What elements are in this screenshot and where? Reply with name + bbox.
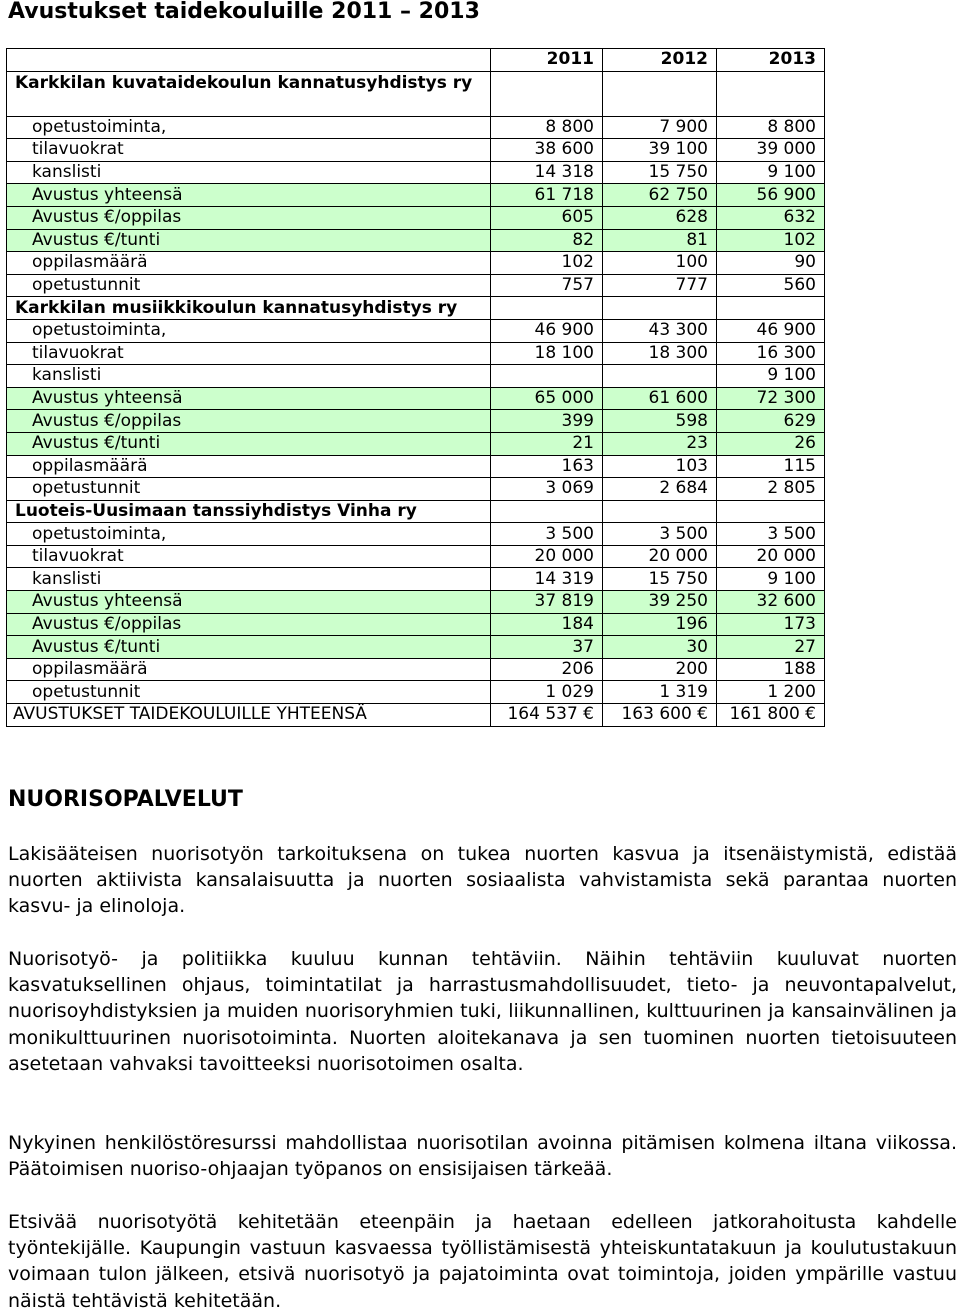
row-label: Avustus €/tunti [7,432,491,455]
value-2012: 628 [603,206,717,229]
value-2011: 1 029 [491,681,603,704]
value-2013: 9 100 [717,161,825,184]
org-name: Karkkilan musiikkikoulun kannatusyhdistys ry [7,297,491,320]
row-label: opetustunnit [7,274,491,297]
value-2011: 8 800 [491,116,603,139]
value-2011: 3 069 [491,478,603,501]
value-2011: 102 [491,252,603,275]
value-2012: 598 [603,410,717,433]
table-row [7,636,825,659]
row-label: opetustunnit [7,681,491,704]
value-2011: 65 000 [491,387,603,410]
section-heading: NUORISOPALVELUT [8,787,243,812]
value-2013: 173 [717,613,825,636]
value-2013: 629 [717,410,825,433]
org-name: Luoteis-Uusimaan tanssiyhdistys Vinha ry [7,500,491,523]
table-row [7,455,825,478]
value-2012: 103 [603,455,717,478]
value-2012: 81 [603,229,717,252]
value-2012: 39 100 [603,139,717,162]
value-2012: 23 [603,432,717,455]
row-label: Avustus yhteensä [7,387,491,410]
org-header-empty-cell [603,297,717,320]
table-row [7,545,825,568]
value-2011: 46 900 [491,319,603,342]
row-label: opetustoiminta, [7,523,491,546]
table-row [7,387,825,410]
table-row [7,523,825,546]
value-2013: 90 [717,252,825,275]
value-2011: 61 718 [491,184,603,207]
value-2011: 37 819 [491,591,603,614]
grand-total-2011: 164 537 € [491,704,603,727]
grand-total-2012: 163 600 € [603,704,717,727]
value-2011: 163 [491,455,603,478]
value-2012: 20 000 [603,545,717,568]
value-2013: 102 [717,229,825,252]
value-2013: 46 900 [717,319,825,342]
value-2011: 21 [491,432,603,455]
table-row [7,613,825,636]
value-2013: 2 805 [717,478,825,501]
row-label: opetustoiminta, [7,116,491,139]
grand-total-row [7,704,825,727]
value-2011: 3 500 [491,523,603,546]
table-row [7,184,825,207]
year-header-2012: 2012 [603,49,717,72]
value-2011: 14 319 [491,568,603,591]
value-2013: 8 800 [717,116,825,139]
value-2012: 3 500 [603,523,717,546]
value-2011 [491,365,603,388]
row-label: opetustunnit [7,478,491,501]
table-row [7,319,825,342]
value-2011: 184 [491,613,603,636]
value-2013: 1 200 [717,681,825,704]
row-label: Avustus yhteensä [7,591,491,614]
header-empty-cell [7,49,491,72]
value-2012: 15 750 [603,161,717,184]
value-2012: 1 319 [603,681,717,704]
table-row [7,229,825,252]
value-2013: 9 100 [717,365,825,388]
value-2012: 30 [603,636,717,659]
org-header-row [7,71,825,116]
value-2013: 560 [717,274,825,297]
table-row [7,252,825,275]
row-label: oppilasmäärä [7,658,491,681]
row-label: kanslisti [7,365,491,388]
value-2013: 20 000 [717,545,825,568]
value-2013: 188 [717,658,825,681]
row-label: Avustus €/tunti [7,636,491,659]
value-2011: 206 [491,658,603,681]
value-2013: 115 [717,455,825,478]
value-2011: 757 [491,274,603,297]
value-2012: 43 300 [603,319,717,342]
row-label: tilavuokrat [7,342,491,365]
table-row [7,116,825,139]
row-label: Avustus €/oppilas [7,613,491,636]
paragraph-staff: Nykyinen henkilöstöresurssi mahdollistaa nuorisotilan avoinna pitämisen kolmena iltana viikossa. Päätoimisen nuoriso-ohjaajan työpanos on ensisijaisen tärkeää. [8,1132,957,1181]
org-name: Karkkilan kuvataidekoulun kannatusyhdistys ry [7,71,491,116]
org-header-row [7,297,825,320]
value-2012: 196 [603,613,717,636]
table-row [7,658,825,681]
value-2013: 32 600 [717,591,825,614]
table-row [7,681,825,704]
row-label: oppilasmäärä [7,455,491,478]
org-header-empty-cell [491,500,603,523]
row-label: Avustus €/tunti [7,229,491,252]
value-2013: 9 100 [717,568,825,591]
value-2013: 16 300 [717,342,825,365]
value-2013: 72 300 [717,387,825,410]
value-2012: 62 750 [603,184,717,207]
grants-table-body [7,49,825,727]
table-row [7,478,825,501]
value-2011: 18 100 [491,342,603,365]
org-header-empty-cell [717,297,825,320]
table-row [7,206,825,229]
value-2011: 20 000 [491,545,603,568]
year-header-row [7,49,825,72]
value-2013: 26 [717,432,825,455]
year-header-2011: 2011 [491,49,603,72]
paragraph-purpose: Lakisääteisen nuorisotyön tarkoituksena on tukea nuorten kasvua ja itsenäistymistä, edistää nuorten aktiivista kansalaisuutta ja nuorten sosiaalista vahvistamista sekä parantaa nuorten kasvu- ja elinoloja. [8,843,957,918]
org-header-empty-cell [603,71,717,116]
row-label: kanslisti [7,568,491,591]
grants-table [6,48,825,727]
value-2013: 39 000 [717,139,825,162]
value-2011: 14 318 [491,161,603,184]
value-2012: 2 684 [603,478,717,501]
row-label: oppilasmäärä [7,252,491,275]
org-header-empty-cell [491,297,603,320]
value-2012 [603,365,717,388]
year-header-2013: 2013 [717,49,825,72]
table-row [7,568,825,591]
grand-total-label: AVUSTUKSET TAIDEKOULUILLE YHTEENSÄ [7,704,491,727]
org-header-empty-cell [717,500,825,523]
table-row [7,342,825,365]
value-2012: 18 300 [603,342,717,365]
value-2011: 37 [491,636,603,659]
paragraph-duties: Nuorisotyö- ja politiikka kuuluu kunnan tehtäviin. Näihin tehtäviin kuuluvat nuorten kasvatuksellinen ohjaus, toimintatilat ja harrastusmahdollisuudet, tieto- ja neuvontapalvelut, nuorisoyhdistyksien ja muiden nuorisoryhmien tuki, liikunnallinen, kulttuurinen ja kansainvälinen ja monikulttuurinen nuorisotoiminta. Nuorten aloitekanava ja sen tuominen nuorten tietoisuuteen asetetaan vahvaksi tavoitteeksi nuorisotoimen osalta. [8,948,957,1075]
value-2011: 82 [491,229,603,252]
table-row [7,139,825,162]
row-label: tilavuokrat [7,139,491,162]
value-2012: 39 250 [603,591,717,614]
grand-total-2013: 161 800 € [717,704,825,727]
row-label: Avustus yhteensä [7,184,491,207]
value-2012: 61 600 [603,387,717,410]
org-header-empty-cell [491,71,603,116]
row-label: kanslisti [7,161,491,184]
table-row [7,161,825,184]
value-2012: 100 [603,252,717,275]
value-2012: 15 750 [603,568,717,591]
row-label: tilavuokrat [7,545,491,568]
org-header-empty-cell [717,71,825,116]
table-row [7,432,825,455]
table-row [7,410,825,433]
value-2011: 38 600 [491,139,603,162]
value-2013: 27 [717,636,825,659]
value-2011: 399 [491,410,603,433]
org-header-empty-cell [603,500,717,523]
value-2012: 777 [603,274,717,297]
table-row [7,591,825,614]
paragraph-outreach: Etsivää nuorisotyötä kehitetään eteenpäin ja haetaan edelleen jatkorahoitusta kahdelle työntekijälle. Kaupungin vastuun kasvaessa työllistämisestä yhteiskuntatakuun ja koulutustakuun voimaan tulon jälkeen, etsivä nuorisotyö ja pajatoiminta ovat toimintoja, joiden ympärille vastuu näistä tehtävistä kehitetään. [8,1211,957,1312]
table-row [7,365,825,388]
value-2012: 200 [603,658,717,681]
row-label: Avustus €/oppilas [7,410,491,433]
org-header-row [7,500,825,523]
value-2012: 7 900 [603,116,717,139]
row-label: opetustoiminta, [7,319,491,342]
table-row [7,274,825,297]
row-label: Avustus €/oppilas [7,206,491,229]
page-title: Avustukset taidekouluille 2011 – 2013 [8,0,480,24]
value-2011: 605 [491,206,603,229]
value-2013: 632 [717,206,825,229]
value-2013: 3 500 [717,523,825,546]
value-2013: 56 900 [717,184,825,207]
